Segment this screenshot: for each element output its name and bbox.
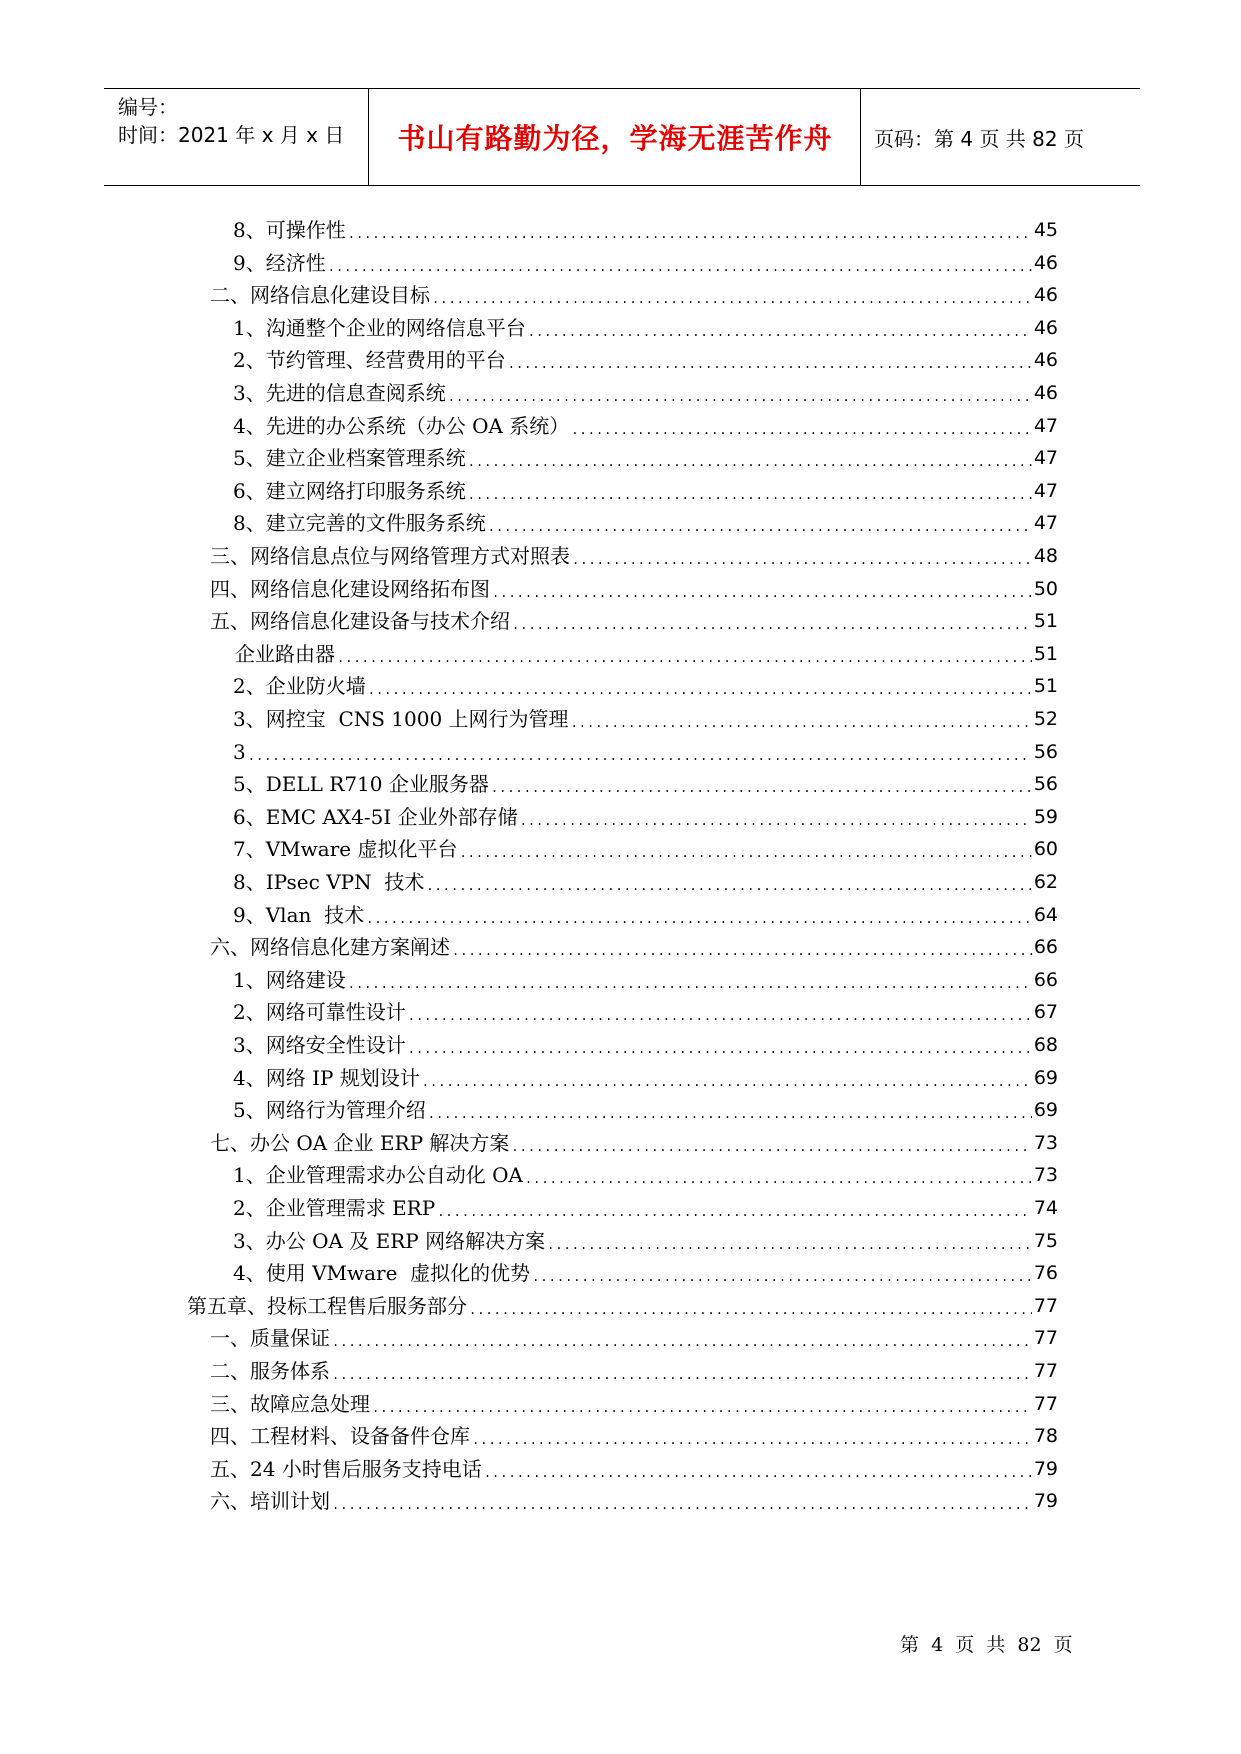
toc-entry-title: 六、培训计划 — [210, 1489, 330, 1514]
toc-entry-title: 4、网络 IP 规划设计 — [233, 1065, 420, 1090]
toc-dot-leader — [525, 1170, 1032, 1188]
toc-entry-title: 二、网络信息化建设目标 — [210, 283, 430, 308]
toc-entry-page: 69 — [1033, 1066, 1058, 1089]
header-meta — [118, 93, 368, 149]
toc-entry-title: 1、网络建设 — [233, 967, 346, 992]
toc-entry[interactable] — [210, 1387, 1058, 1417]
toc-entry-title: 9、Vlan 技术 — [233, 902, 365, 927]
toc-entry-page: 75 — [1033, 1229, 1058, 1252]
toc-entry[interactable] — [233, 441, 1058, 471]
toc-entry[interactable] — [233, 1224, 1058, 1254]
toc-entry-title: 5、DELL R710 企业服务器 — [233, 772, 489, 797]
toc-entry[interactable] — [233, 669, 1058, 699]
toc-dot-leader — [459, 844, 1031, 862]
toc-entry[interactable] — [210, 1321, 1058, 1351]
page-footer: 第 4 页 共 82 页 — [900, 1634, 1073, 1656]
toc-entry-title: 3、先进的信息查阅系统 — [233, 381, 446, 405]
toc-entry[interactable] — [233, 1028, 1058, 1058]
toc-entry-page: 51 — [1033, 675, 1058, 698]
toc-dot-leader — [348, 975, 1032, 993]
toc-entry[interactable] — [210, 1126, 1058, 1156]
toc-entry-page: 45 — [1033, 219, 1058, 241]
toc-dot-leader — [571, 421, 1032, 439]
toc-dot-leader — [408, 1040, 1032, 1058]
toc-entry-page: 74 — [1033, 1197, 1058, 1219]
toc-entry-page: 68 — [1033, 1034, 1058, 1056]
toc-dot-leader — [448, 388, 1032, 406]
toc-entry[interactable] — [233, 1061, 1058, 1091]
toc-dot-leader — [332, 1496, 1032, 1514]
toc-entry[interactable] — [235, 637, 1058, 667]
toc-entry-title: 2、企业防火墙 — [233, 674, 366, 699]
toc-entry-page: 79 — [1033, 1490, 1058, 1513]
toc-entry-title: 7、VMware 虚拟化平台 — [233, 837, 458, 862]
toc-dot-leader — [520, 812, 1032, 830]
toc-dot-leader — [437, 1203, 1032, 1221]
header-divider — [860, 89, 861, 185]
toc-entry-page: 56 — [1033, 773, 1058, 796]
toc-dot-leader — [368, 681, 1032, 699]
toc-dot-leader — [372, 1399, 1032, 1417]
toc-entry-page: 48 — [1033, 545, 1058, 567]
toc-entry-page: 77 — [1033, 1392, 1058, 1415]
toc-entry-page: 64 — [1033, 903, 1058, 926]
toc-dot-leader — [528, 323, 1032, 341]
toc-entry-page: 50 — [1033, 577, 1058, 600]
toc-entry[interactable] — [233, 767, 1058, 797]
toc-entry-page: 52 — [1033, 708, 1058, 730]
document-date: 时间：2021 年 x 月 x 日 — [118, 123, 345, 147]
toc-entry-title: 四、工程材料、设备备件仓库 — [210, 1424, 470, 1449]
toc-entry-title: 4、先进的办公系统（办公 OA 系统） — [233, 413, 570, 438]
toc-entry-title: 三、故障应急处理 — [210, 1391, 370, 1416]
toc-dot-leader — [468, 453, 1032, 471]
toc-entry[interactable] — [233, 213, 1058, 243]
toc-entry[interactable] — [233, 311, 1058, 341]
toc-dot-leader — [547, 1236, 1032, 1254]
toc-entry[interactable] — [233, 963, 1058, 993]
toc-entry[interactable] — [233, 376, 1058, 406]
toc-entry[interactable] — [210, 1354, 1058, 1384]
toc-dot-leader — [426, 877, 1031, 895]
toc-entry[interactable] — [233, 995, 1058, 1025]
toc-entry-page: 46 — [1033, 284, 1058, 307]
toc-entry-title: 2、企业管理需求 ERP — [233, 1196, 436, 1220]
toc-dot-leader — [468, 486, 1032, 504]
toc-dot-leader — [469, 1301, 1032, 1319]
toc-entry[interactable] — [210, 604, 1058, 634]
toc-dot-leader — [508, 355, 1032, 373]
toc-entry-page: 47 — [1033, 414, 1058, 437]
toc-entry-page: 69 — [1033, 1099, 1058, 1122]
toc-entry-title: 5、建立企业档案管理系统 — [233, 446, 466, 471]
toc-entry-title: 二、服务体系 — [210, 1359, 330, 1383]
toc-entry[interactable] — [233, 1158, 1058, 1188]
toc-entry[interactable] — [233, 246, 1058, 276]
toc-dot-leader — [408, 1007, 1032, 1025]
toc-entry[interactable] — [233, 898, 1058, 928]
toc-entry-title: 一、质量保证 — [210, 1326, 330, 1351]
header-divider — [368, 89, 369, 185]
toc-entry-title: 3、网控宝 CNS 1000 上网行为管理 — [233, 707, 569, 731]
toc-entry-title: 6、建立网络打印服务系统 — [233, 478, 466, 503]
toc-entry-page: 56 — [1033, 740, 1058, 763]
toc-entry-title: 1、沟通整个企业的网络信息平台 — [233, 315, 526, 340]
toc-dot-leader — [332, 1366, 1032, 1384]
toc-entry-page: 47 — [1033, 512, 1058, 535]
toc-entry[interactable] — [233, 800, 1058, 830]
toc-dot-leader — [492, 584, 1032, 602]
toc-entry-page: 77 — [1033, 1294, 1058, 1317]
toc-entry-page: 77 — [1033, 1327, 1058, 1350]
toc-entry[interactable] — [233, 832, 1058, 862]
toc-entry-page: 51 — [1033, 610, 1058, 633]
toc-entry[interactable] — [210, 1452, 1058, 1482]
toc-entry-title: 六、网络信息化建方案阐述 — [210, 935, 450, 960]
toc-entry[interactable] — [233, 1256, 1058, 1286]
toc-entry-title: 4、使用 VMware 虚拟化的优势 — [233, 1261, 531, 1286]
toc-entry-title: 5、网络行为管理介绍 — [233, 1098, 426, 1123]
toc-entry[interactable] — [187, 1289, 1058, 1319]
toc-dot-leader — [532, 1268, 1032, 1286]
toc-entry[interactable] — [233, 735, 1058, 765]
toc-dot-leader — [328, 258, 1032, 276]
toc-entry-title: 第五章、投标工程售后服务部分 — [187, 1293, 467, 1318]
header-motto: 书山有路勤为径，学海无涯苦作舟 — [397, 122, 833, 155]
toc-entry[interactable] — [233, 474, 1058, 504]
toc-dot-leader — [491, 779, 1032, 797]
toc-dot-leader — [332, 1333, 1032, 1351]
toc-entry[interactable] — [233, 702, 1058, 732]
toc-entry[interactable] — [210, 1419, 1058, 1449]
toc-entry-page: 59 — [1033, 805, 1058, 828]
toc-entry-title: 8、IPsec VPN 技术 — [233, 870, 425, 894]
toc-entry-page: 66 — [1033, 936, 1058, 959]
toc-entry-page: 46 — [1033, 349, 1058, 372]
toc-entry-page: 46 — [1033, 382, 1058, 404]
toc-entry[interactable] — [233, 506, 1058, 536]
toc-dot-leader — [484, 1464, 1032, 1482]
toc-entry-title: 五、网络信息化建设备与技术介绍 — [210, 609, 510, 634]
toc-entry-page: 73 — [1033, 1164, 1058, 1187]
toc-entry-title: 企业路由器 — [235, 641, 335, 666]
toc-entry[interactable] — [210, 930, 1058, 960]
toc-dot-leader — [428, 1105, 1032, 1123]
toc-entry-page: 77 — [1033, 1360, 1058, 1382]
toc-entry-page: 67 — [1033, 1001, 1058, 1024]
toc-entry[interactable] — [233, 865, 1058, 895]
toc-entry-page: 66 — [1033, 968, 1058, 991]
toc-dot-leader — [472, 1431, 1032, 1449]
toc-dot-leader — [571, 714, 1032, 732]
toc-dot-leader — [452, 942, 1032, 960]
toc-entry[interactable] — [233, 343, 1058, 373]
toc-entry-page: 46 — [1033, 316, 1058, 339]
toc-entry-title: 四、网络信息化建设网络拓布图 — [210, 576, 490, 601]
toc-entry-page: 46 — [1033, 251, 1058, 274]
toc-dot-leader — [512, 616, 1032, 634]
toc-dot-leader — [572, 551, 1032, 569]
toc-dot-leader — [511, 1138, 1031, 1156]
toc-entry-title: 五、24 小时售后服务支持电话 — [210, 1456, 482, 1481]
toc-entry-title: 6、EMC AX4-5I 企业外部存储 — [233, 804, 518, 829]
toc-entry-page: 51 — [1033, 642, 1058, 665]
toc-dot-leader — [432, 290, 1032, 308]
toc-entry-title: 2、网络可靠性设计 — [233, 1000, 406, 1025]
toc-entry[interactable] — [210, 1484, 1058, 1514]
toc-entry-page: 60 — [1033, 838, 1058, 861]
toc-entry-title: 8、可操作性 — [233, 218, 346, 242]
toc-entry-page: 76 — [1033, 1262, 1058, 1285]
toc-entry-title: 三、网络信息点位与网络管理方式对照表 — [210, 544, 570, 568]
toc-entry-page: 47 — [1033, 479, 1058, 502]
toc-dot-leader — [348, 225, 1032, 243]
toc-entry[interactable] — [233, 1093, 1058, 1123]
toc-entry-title: 3、办公 OA 及 ERP 网络解决方案 — [233, 1228, 546, 1253]
toc-entry-page: 79 — [1033, 1457, 1058, 1480]
toc-dot-leader — [248, 747, 1032, 765]
header-page-info: 页码：第 4 页 共 82 页 — [874, 126, 1084, 151]
toc-dot-leader — [422, 1073, 1032, 1091]
toc-entry[interactable] — [210, 278, 1058, 308]
toc-entry-page: 62 — [1033, 871, 1058, 893]
toc-entry-title: 8、建立完善的文件服务系统 — [233, 511, 486, 536]
toc-entry-title: 七、办公 OA 企业 ERP 解决方案 — [210, 1130, 510, 1155]
toc-entry[interactable] — [233, 409, 1058, 439]
toc-entry-title: 2、节约管理、经营费用的平台 — [233, 348, 506, 373]
toc-entry[interactable] — [210, 539, 1058, 569]
document-number-label: 编号： — [118, 95, 178, 119]
toc-dot-leader — [337, 649, 1032, 667]
toc-entry-title: 1、企业管理需求办公自动化 OA — [233, 1163, 523, 1188]
toc-entry-page: 47 — [1033, 447, 1058, 470]
toc-entry-page: 78 — [1033, 1425, 1058, 1448]
toc-entry-title: 3、网络安全性设计 — [233, 1033, 406, 1057]
toc-dot-leader — [488, 518, 1032, 536]
toc-entry-title: 9、经济性 — [233, 250, 326, 275]
document-header — [104, 88, 1140, 186]
toc-entry-page: 73 — [1033, 1131, 1058, 1154]
toc-entry[interactable] — [233, 1191, 1058, 1221]
toc-dot-leader — [366, 910, 1032, 928]
toc-entry[interactable] — [210, 572, 1058, 602]
toc-entry-title: 3 — [233, 739, 246, 764]
